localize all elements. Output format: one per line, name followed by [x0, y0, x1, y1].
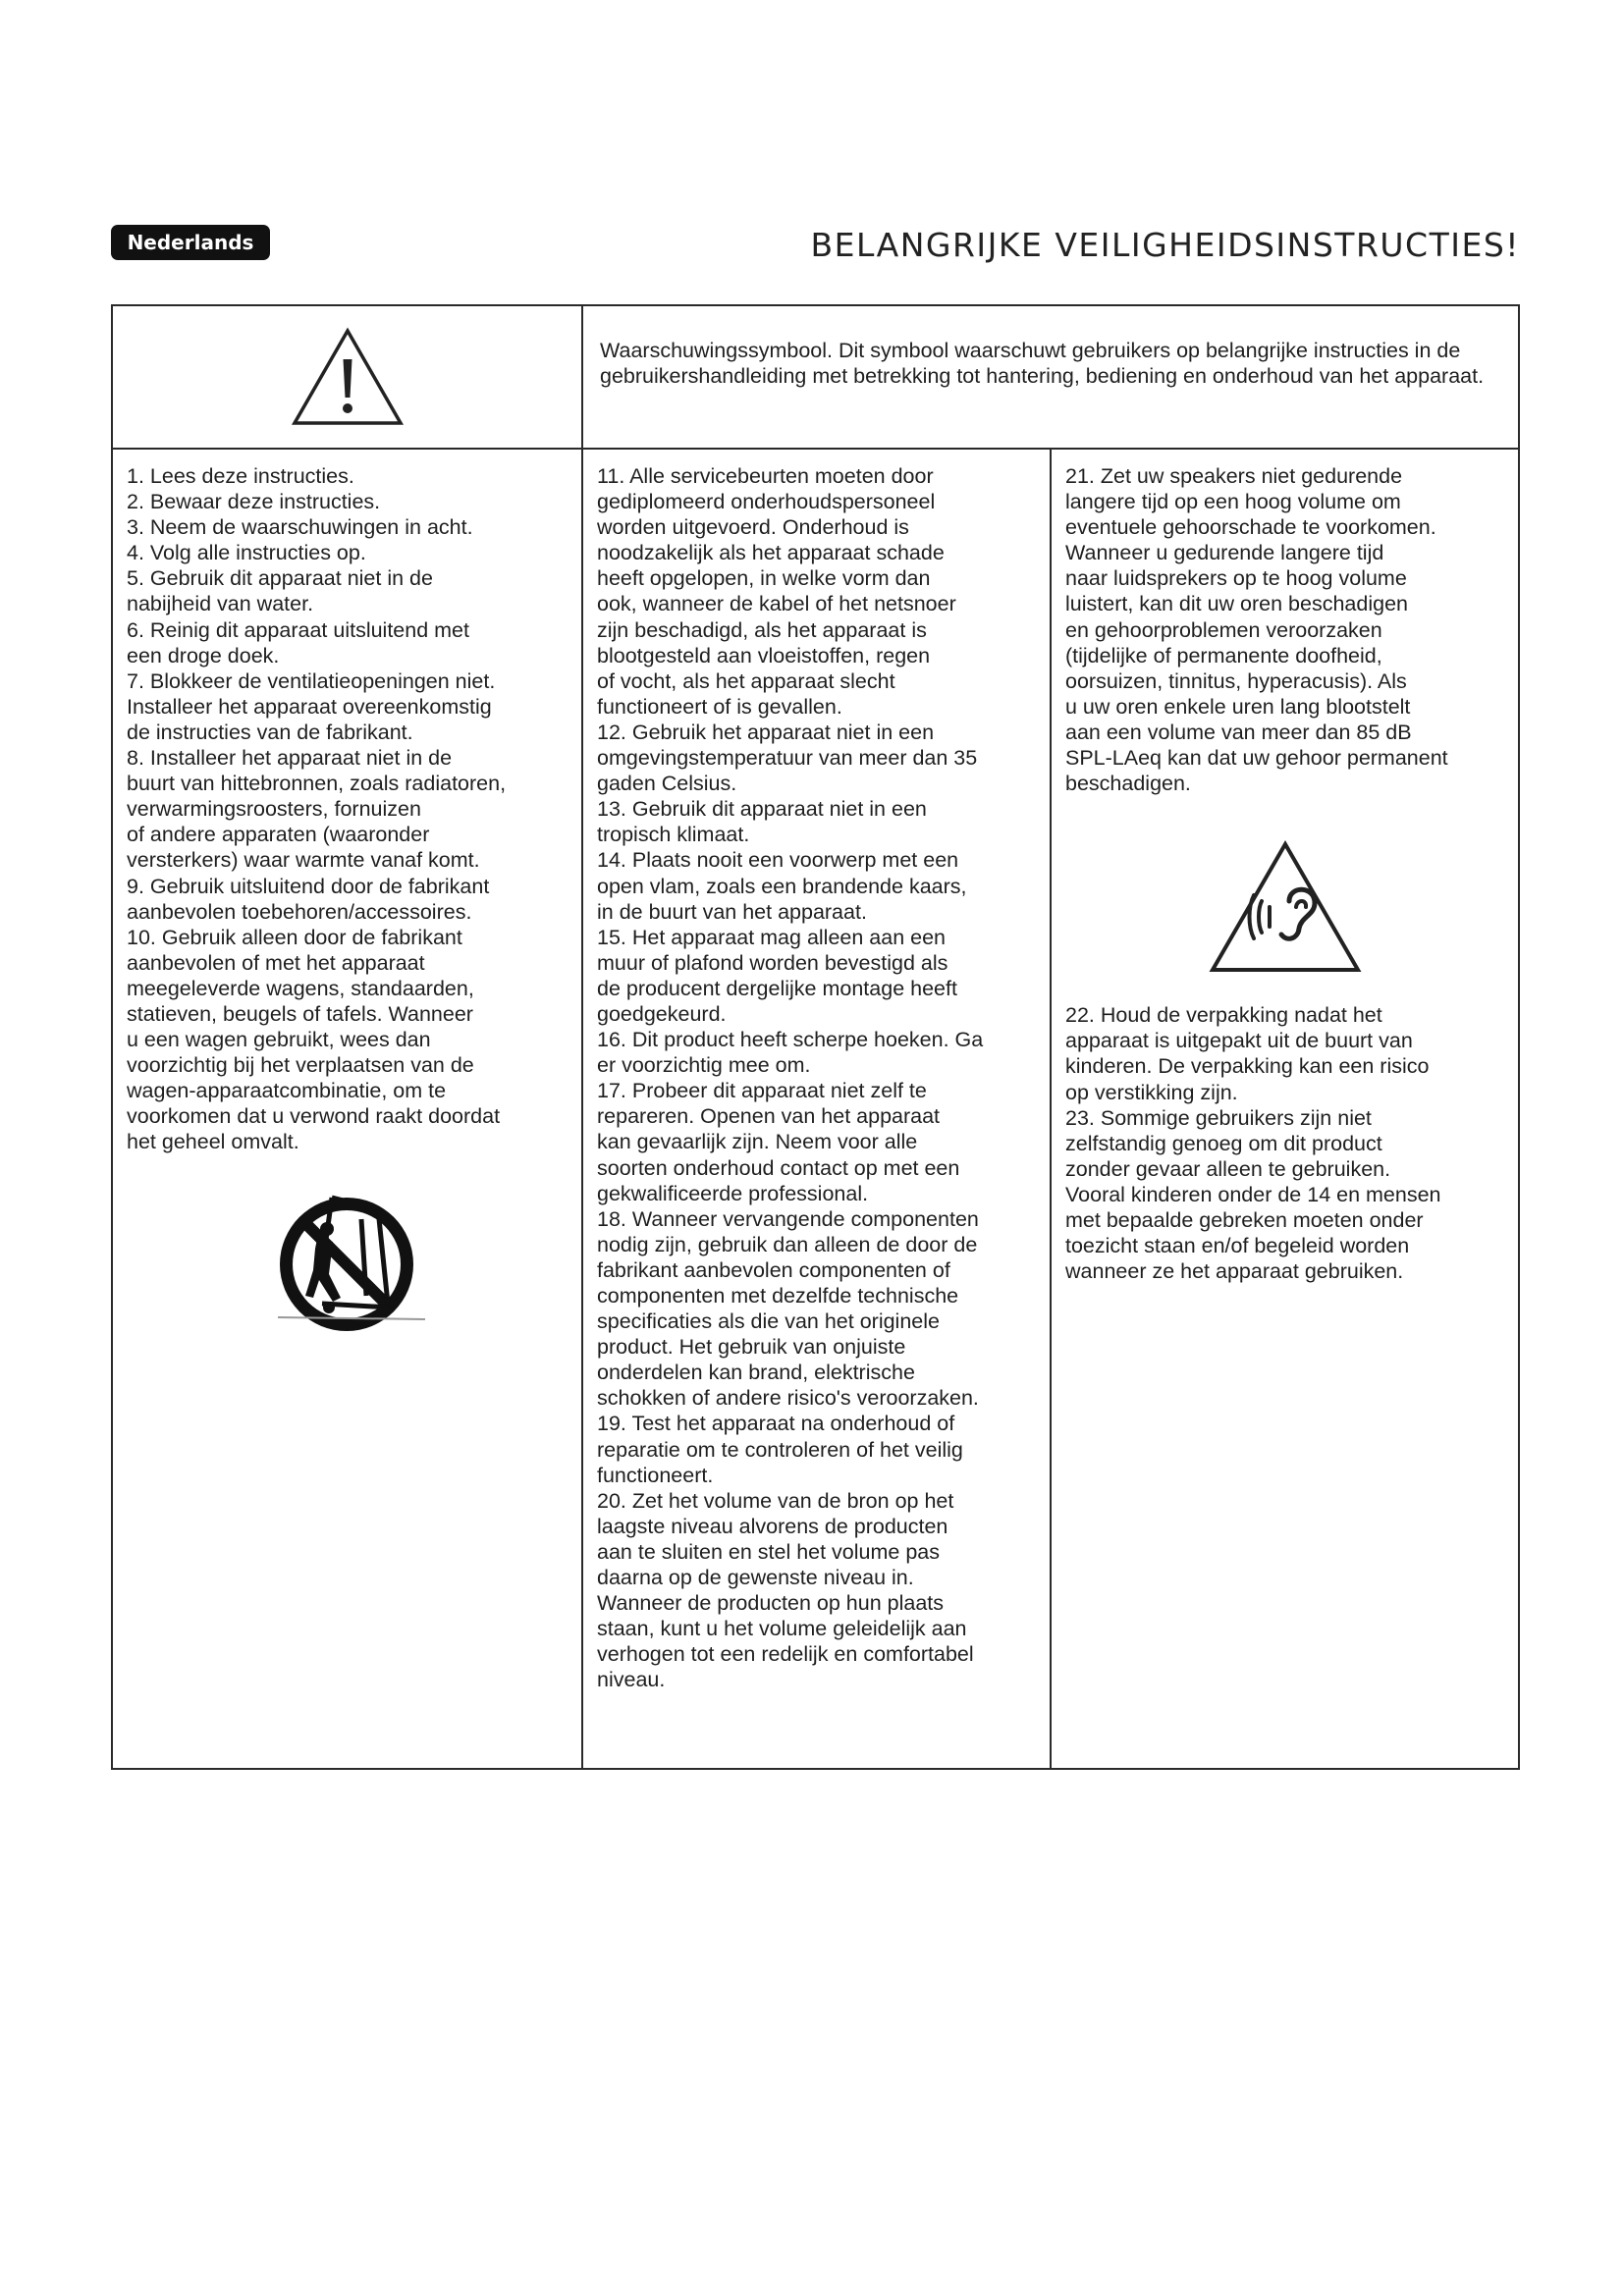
instruction-line: Installeer het apparaat overeenkomstig: [127, 694, 492, 719]
instruction-line: 18. Wanneer vervangende componenten: [597, 1206, 979, 1231]
hearing-damage-warning-icon: [1205, 836, 1366, 979]
instruction-line: 8. Installeer het apparaat niet in de: [127, 746, 453, 771]
instruction-line: eventuele gehoorschade te voorkomen.: [1065, 515, 1436, 540]
instruction-line: 4. Volg alle instructies op.: [127, 541, 366, 565]
instruction-line: gekwalificeerde professional.: [597, 1181, 869, 1205]
instruction-line: 11. Alle servicebeurten moeten door: [597, 464, 934, 488]
instruction-line: onderdelen kan brand, elektrische: [597, 1361, 915, 1385]
instruction-line: 21. Zet uw speakers niet gedurende: [1065, 464, 1403, 488]
instruction-line: ook, wanneer de kabel of het netsnoer: [597, 592, 956, 616]
instruction-line: tropisch klimaat.: [597, 823, 750, 847]
instruction-line: 19. Test het apparaat na onderhoud of: [597, 1412, 955, 1436]
instruction-line: (tijdelijke of permanente doofheid,: [1065, 643, 1382, 667]
instruction-line: 22. Houd de verpakking nadat het: [1065, 1003, 1382, 1028]
instruction-line: nabijheid van water.: [127, 592, 314, 616]
instruction-line: fabrikant aanbevolen componenten of: [597, 1257, 950, 1282]
instruction-line: open vlam, zoals een brandende kaars,: [597, 874, 967, 898]
instruction-line: verhogen tot een redelijk en comfortabel: [597, 1642, 974, 1667]
instruction-line: het geheel omvalt.: [127, 1130, 299, 1154]
instruction-line: 23. Sommige gebruikers zijn niet: [1065, 1105, 1372, 1130]
instruction-line: zonder gevaar alleen te gebruiken.: [1065, 1156, 1391, 1181]
instruction-line: buurt van hittebronnen, zoals radiatoren,: [127, 772, 507, 796]
instruction-line: 20. Zet het volume van de bron op het: [597, 1488, 954, 1513]
instruction-line: soorten onderhoud contact op met een: [597, 1155, 960, 1180]
instruction-line: 15. Het apparaat mag alleen aan een: [597, 925, 947, 949]
table-divider-horizontal: [113, 448, 1518, 450]
instruction-line: aan een volume van meer dan 85 dB: [1065, 720, 1412, 744]
language-badge: Nederlands: [111, 225, 270, 260]
instruction-line: versterkers) waar warmte vanaf komt.: [127, 848, 480, 873]
instruction-line: niveau.: [597, 1668, 666, 1692]
instruction-line: op verstikking zijn.: [1065, 1080, 1238, 1104]
instruction-line: laagste niveau alvorens de producten: [597, 1514, 948, 1538]
warning-symbol-cell: [113, 306, 581, 448]
warning-description: Waarschuwingssymbool. Dit symbool waarschuwt gebruikers op belangrijke instructies in de gebruikershandleiding met betrekking tot hantering, bediening en onderhoud van het apparaat.: [600, 339, 1485, 388]
instruction-line: blootgesteld aan vloeistoffen, regen: [597, 643, 931, 667]
instruction-line: Wanneer u gedurende langere tijd: [1065, 541, 1384, 565]
instruction-line: met bepaalde gebreken moeten onder: [1065, 1207, 1424, 1232]
instruction-line: 17. Probeer dit apparaat niet zelf te: [597, 1079, 927, 1103]
instruction-line: kan gevaarlijk zijn. Neem voor alle: [597, 1130, 918, 1154]
instruction-line: gediplomeerd onderhoudspersoneel: [597, 490, 936, 514]
instruction-line: componenten met dezelfde technische: [597, 1284, 959, 1308]
instruction-line: en gehoorproblemen veroorzaken: [1065, 617, 1382, 642]
table-divider-vertical-1: [581, 306, 583, 1768]
instruction-line: naar luidsprekers op te hoog volume: [1065, 566, 1407, 591]
instruction-line: nodig zijn, gebruik dan alleen de door de: [597, 1232, 978, 1256]
instruction-line: goedgekeurd.: [597, 1001, 727, 1026]
instruction-line: 6. Reinig dit apparaat uitsluitend met: [127, 617, 469, 642]
instruction-line: product. Het gebruik van onjuiste: [597, 1335, 906, 1360]
instruction-line: functioneert.: [597, 1463, 714, 1487]
instruction-line: beschadigen.: [1065, 772, 1191, 796]
instruction-line: 7. Blokkeer de ventilatieopeningen niet.: [127, 668, 496, 693]
instruction-line: voorkomen dat u verwond raakt doordat: [127, 1104, 501, 1129]
instruction-line: aanbevolen of met het apparaat: [127, 950, 425, 975]
instruction-line: 13. Gebruik dit apparaat niet in een: [597, 797, 927, 822]
instruction-line: zijn beschadigd, als het apparaat is: [597, 617, 927, 642]
instruction-line: of vocht, als het apparaat slecht: [597, 668, 895, 693]
instruction-line: 9. Gebruik uitsluitend door de fabrikant: [127, 874, 490, 898]
instruction-line: luistert, kan dit uw oren beschadigen: [1065, 592, 1408, 616]
instruction-line: staan, kunt u het volume geleidelijk aan: [597, 1617, 967, 1641]
instruction-line: langere tijd op een hoog volume om: [1065, 490, 1401, 514]
instruction-line: repareren. Openen van het apparaat: [597, 1104, 941, 1129]
instruction-line: 3. Neem de waarschuwingen in acht.: [127, 515, 473, 540]
instruction-line: wagen-apparaatcombinatie, om te: [127, 1079, 447, 1103]
instruction-line: muur of plafond worden bevestigd als: [597, 950, 948, 975]
instruction-line: verwarmingsroosters, fornuizen: [127, 797, 421, 822]
warning-triangle-icon: [290, 326, 406, 428]
instruction-line: 1. Lees deze instructies.: [127, 464, 354, 488]
instruction-line: omgevingstemperatuur van meer dan 35: [597, 746, 978, 771]
instruction-line: er voorzichtig mee om.: [597, 1053, 811, 1078]
instruction-line: u een wagen gebruikt, wees dan: [127, 1028, 431, 1052]
instruction-line: aanbevolen toebehoren/accessoires.: [127, 899, 472, 924]
instruction-line: 14. Plaats nooit een voorwerp met een: [597, 848, 959, 873]
instruction-line: 12. Gebruik het apparaat niet in een: [597, 720, 935, 744]
cart-tip-over-warning-icon: [268, 1188, 435, 1350]
instruction-line: Vooral kinderen onder de 14 en mensen: [1065, 1182, 1441, 1206]
instruction-line: in de buurt van het apparaat.: [597, 899, 867, 924]
instruction-line: de producent dergelijke montage heeft: [597, 976, 957, 1000]
instruction-line: u uw oren enkele uren lang blootstelt: [1065, 694, 1411, 719]
instructions-column-1: [127, 463, 573, 1155]
table-divider-vertical-2: [1050, 450, 1052, 1768]
instruction-line: 16. Dit product heeft scherpe hoeken. Ga: [597, 1028, 984, 1052]
instruction-line: meegeleverde wagens, standaarden,: [127, 976, 474, 1000]
safety-instructions-table: [111, 304, 1520, 1770]
instruction-line: Wanneer de producten op hun plaats: [597, 1591, 945, 1616]
instructions-column-2: [597, 463, 1044, 1693]
instruction-line: wanneer ze het apparaat gebruiken.: [1065, 1259, 1404, 1284]
instruction-line: reparatie om te controleren of het veilig: [597, 1437, 963, 1462]
instruction-line: statieven, beugels of tafels. Wanneer: [127, 1001, 473, 1026]
instruction-line: aan te sluiten en stel het volume pas: [597, 1539, 940, 1564]
instruction-line: functioneert of is gevallen.: [597, 694, 842, 719]
instruction-line: of andere apparaten (waaronder: [127, 823, 430, 847]
instruction-line: noodzakelijk als het apparaat schade: [597, 541, 945, 565]
instruction-line: 5. Gebruik dit apparaat niet in de: [127, 566, 433, 591]
instruction-line: 2. Bewaar deze instructies.: [127, 490, 381, 514]
instruction-line: daarna op de gewenste niveau in.: [597, 1566, 914, 1590]
instruction-line: oorsuizen, tinnitus, hyperacusis). Als: [1065, 668, 1407, 693]
instruction-line: specificaties als die van het originele: [597, 1309, 940, 1334]
instruction-line: zelfstandig genoeg om dit product: [1065, 1131, 1382, 1155]
instruction-line: kinderen. De verpakking kan een risico: [1065, 1054, 1430, 1079]
instruction-line: de instructies van de fabrikant.: [127, 720, 413, 744]
instruction-line: worden uitgevoerd. Onderhoud is: [597, 515, 909, 540]
instruction-line: gaden Celsius.: [597, 772, 737, 796]
page-title: BELANGRIJKE VEILIGHEIDSINSTRUCTIES!: [810, 226, 1520, 264]
instruction-line: toezicht staan en/of begeleid worden: [1065, 1234, 1410, 1258]
instruction-line: schokken of andere risico's veroorzaken.: [597, 1386, 979, 1411]
instruction-line: SPL-LAeq kan dat uw gehoor permanent: [1065, 746, 1448, 771]
instruction-line: apparaat is uitgepakt uit de buurt van: [1065, 1029, 1413, 1053]
instruction-line: heeft opgelopen, in welke vorm dan: [597, 566, 931, 591]
instruction-line: 10. Gebruik alleen door de fabrikant: [127, 925, 462, 949]
instruction-line: voorzichtig bij het verplaatsen van de: [127, 1053, 474, 1078]
instruction-line: een droge doek.: [127, 643, 280, 667]
